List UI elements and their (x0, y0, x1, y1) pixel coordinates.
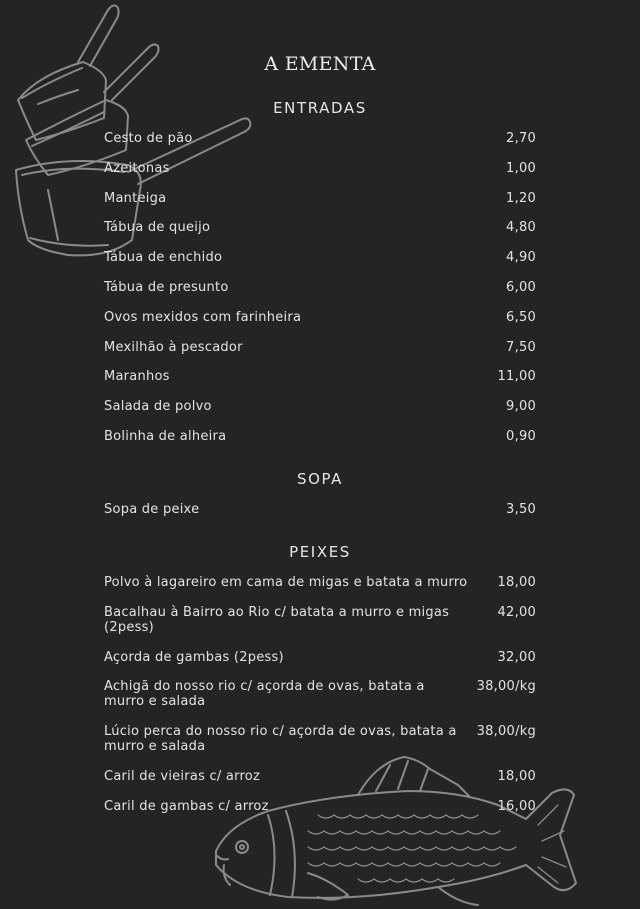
menu-item (104, 799, 536, 814)
item-list (104, 575, 536, 814)
menu-item (104, 340, 536, 355)
menu-item (104, 650, 536, 665)
menu-item (104, 575, 536, 590)
item-name: Caril de gambas c/ arroz (104, 798, 269, 814)
menu-item (104, 161, 536, 176)
item-price: 18,00 (497, 768, 536, 784)
item-price: 1,00 (506, 160, 536, 176)
item-price: 9,00 (506, 399, 536, 415)
item-price: 38,00/kg (476, 679, 536, 695)
item-price: 1,20 (506, 190, 536, 206)
section-title: PEIXES (289, 542, 351, 561)
item-name: Tábua de enchido (104, 250, 223, 266)
menu-item (104, 220, 536, 235)
item-name: Lúcio perca do nosso rio c/ açorda de ovas, batata a murro e salada (104, 724, 457, 755)
item-name: Manteiga (104, 190, 167, 206)
item-name: Sopa de peixe (104, 501, 200, 517)
menu-item (104, 724, 536, 754)
item-name: Polvo à lagareiro em cama de migas e batata a murro (104, 574, 468, 590)
item-price: 6,50 (506, 309, 536, 325)
item-name: Achigã do nosso rio c/ açorda de ovas, batata a murro e salada (104, 679, 425, 710)
item-name: Bolinha de alheira (104, 428, 227, 444)
item-name: Maranhos (104, 369, 170, 385)
item-price: 11,00 (497, 369, 536, 385)
item-name: Tábua de presunto (104, 279, 229, 295)
menu-item (104, 280, 536, 295)
item-price: 7,50 (506, 339, 536, 355)
item-name: Cesto de pão (104, 131, 193, 146)
menu-section (104, 542, 536, 814)
item-name: Bacalhau à Bairro ao Rio c/ batata a murro e migas (2pess) (104, 604, 450, 635)
menu-item (104, 191, 536, 206)
menu-section (104, 98, 536, 444)
item-name: Tábua de queijo (104, 220, 211, 236)
item-price: 32,00 (497, 649, 536, 665)
item-price: 4,80 (506, 220, 536, 236)
menu-item (104, 250, 536, 265)
item-price: 6,00 (506, 279, 536, 295)
item-name: Ovos mexidos com farinheira (104, 309, 302, 325)
item-name: Salada de polvo (104, 399, 212, 415)
item-price: 2,70 (506, 131, 536, 146)
menu-item (104, 369, 536, 384)
menu-item (104, 679, 536, 709)
menu-section (104, 469, 536, 517)
item-price: 3,50 (506, 501, 536, 517)
menu-item (104, 769, 536, 784)
section-title: ENTRADAS (273, 99, 367, 117)
menu-item (104, 502, 536, 517)
menu-item (104, 605, 536, 635)
menu (104, 52, 536, 839)
item-name: Caril de vieiras c/ arroz (104, 768, 261, 784)
item-name: Mexilhão à pescador (104, 339, 243, 355)
item-price: 16,00 (497, 798, 536, 814)
menu-item (104, 131, 536, 146)
item-price: 18,00 (497, 574, 536, 590)
menu-title: A EMENTA (264, 53, 376, 75)
menu-item (104, 399, 536, 414)
item-price: 4,90 (506, 250, 536, 266)
menu-item (104, 310, 536, 325)
item-name: Azeitonas (104, 160, 170, 176)
item-list (104, 131, 536, 444)
menu-sections (104, 98, 536, 814)
item-price: 38,00/kg (476, 724, 536, 740)
section-title: SOPA (296, 469, 344, 488)
menu-item (104, 429, 536, 444)
item-list (104, 502, 536, 517)
item-price: 0,90 (506, 428, 536, 444)
item-price: 42,00 (497, 604, 536, 620)
item-name: Açorda de gambas (2pess) (104, 649, 284, 665)
